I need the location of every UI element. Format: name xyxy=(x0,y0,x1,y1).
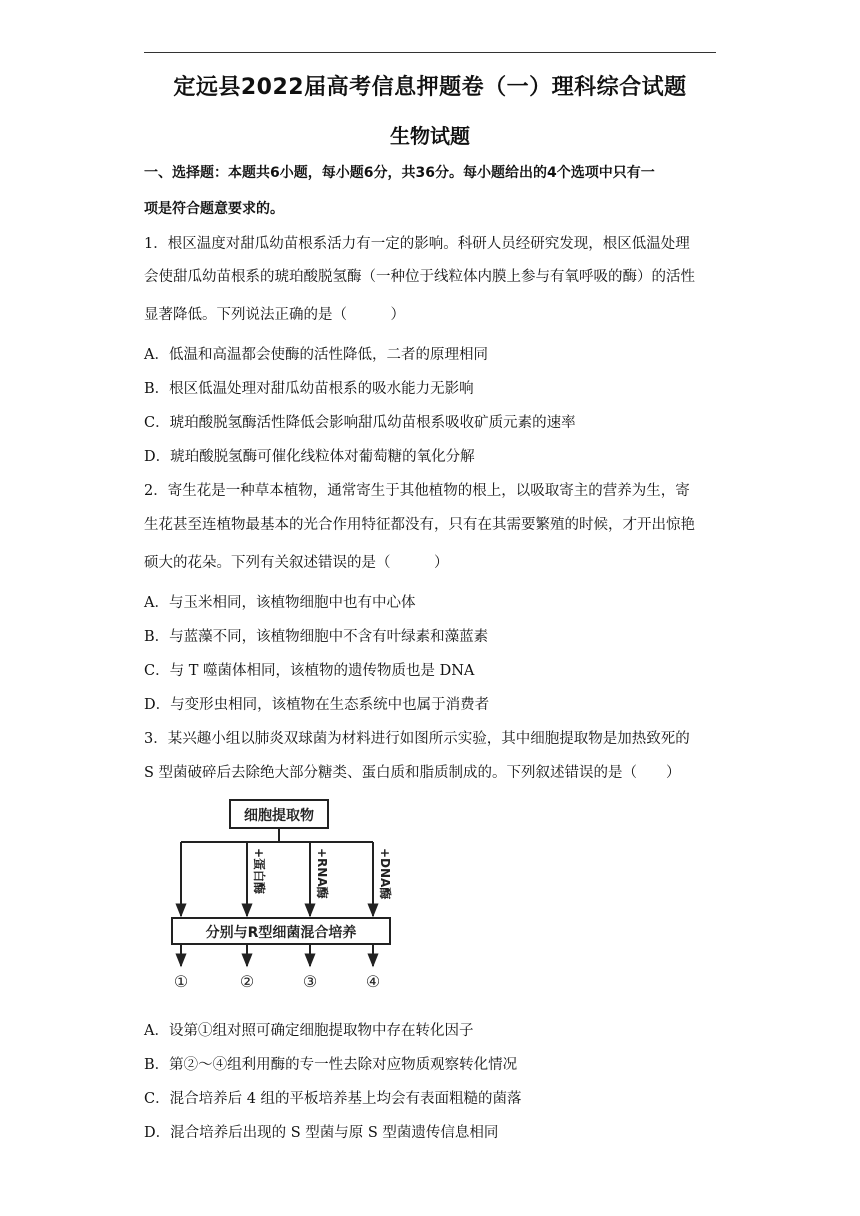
experiment-diagram xyxy=(168,796,398,996)
q2-stem-line-3: 硕大的花朵。下列有关叙述错误的是（ ） xyxy=(144,555,449,571)
group-4-label: ④ xyxy=(365,972,381,991)
q3-stem-line-2: S 型菌破碎后去除绝大部分糖类、蛋白质和脂质制成的。下列叙述错误的是（ ） xyxy=(144,765,681,781)
q1-option-d: D．琥珀酸脱氢酶可催化线粒体对葡萄糖的氧化分解 xyxy=(144,449,475,465)
q1-option-a: A．低温和高温都会使酶的活性降低，二者的原理相同 xyxy=(144,347,488,363)
q2-option-d: D．与变形虫相同，该植物在生态系统中也属于消费者 xyxy=(144,697,490,713)
q1-option-b: B．根区低温处理对甜瓜幼苗根系的吸水能力无影响 xyxy=(144,381,474,397)
group-3-label: ③ xyxy=(302,972,318,991)
q3-option-a: A．设第①组对照可确定细胞提取物中存在转化因子 xyxy=(144,1023,474,1039)
q2-stem-line-1: 2．寄生花是一种草本植物，通常寄生于其他植物的根上，以吸取寄主的营养为生，寄 xyxy=(144,483,690,499)
protease-label: +蛋白酶 xyxy=(252,848,266,895)
q3-stem-line-1: 3．某兴趣小组以肺炎双球菌为材料进行如图所示实验，其中细胞提取物是加热致死的 xyxy=(144,731,690,747)
rnase-label: +RNA酶 xyxy=(315,848,329,899)
q3-option-d: D．混合培养后出现的 S 型菌与原 S 型菌遗传信息相同 xyxy=(144,1125,499,1141)
q3-option-c: C．混合培养后 4 组的平板培养基上均会有表面粗糙的菌落 xyxy=(144,1091,522,1107)
q1-stem-line-3: 显著降低。下列说法正确的是（ ） xyxy=(144,307,405,323)
q1-stem-line-2: 会使甜瓜幼苗根系的琥珀酸脱氢酶（一种位于线粒体内膜上参与有氧呼吸的酶）的活性 xyxy=(144,269,695,285)
exam-subtitle: 生物试题 xyxy=(390,124,470,148)
group-2-label: ② xyxy=(239,972,255,991)
q3-option-b: B．第②～④组利用酶的专一性去除对应物质观察转化情况 xyxy=(144,1057,518,1073)
section-heading-line-2: 项是符合题意要求的。 xyxy=(144,201,284,217)
q1-stem-line-1: 1．根区温度对甜瓜幼苗根系活力有一定的影响。科研人员经研究发现，根区低温处理 xyxy=(144,236,690,252)
q2-option-b: B．与蓝藻不同，该植物细胞中不含有叶绿素和藻蓝素 xyxy=(144,629,489,645)
q2-stem-line-2: 生花甚至连植物最基本的光合作用特征都没有，只有在其需要繁殖的时候，才开出惊艳 xyxy=(144,517,695,533)
dnase-label: +DNA酶 xyxy=(378,848,392,900)
q1-option-c: C．琥珀酸脱氢酶活性降低会影响甜瓜幼苗根系吸收矿质元素的速率 xyxy=(144,415,576,431)
header-rule xyxy=(144,52,716,53)
extract-box-label: 细胞提取物 xyxy=(244,808,314,824)
q2-option-c: C．与 T 噬菌体相同，该植物的遗传物质也是 DNA xyxy=(144,663,475,679)
exam-title: 定远县2022届高考信息押题卷（一）理科综合试题 xyxy=(173,75,687,100)
group-1-label: ① xyxy=(173,972,189,991)
q2-option-a: A．与玉米相同，该植物细胞中也有中心体 xyxy=(144,595,416,611)
culture-box-label: 分别与R型细菌混合培养 xyxy=(205,925,357,941)
section-heading-line-1: 一、选择题：本题共6小题，每小题6分，共36分。每小题给出的4个选项中只有一 xyxy=(144,165,655,181)
